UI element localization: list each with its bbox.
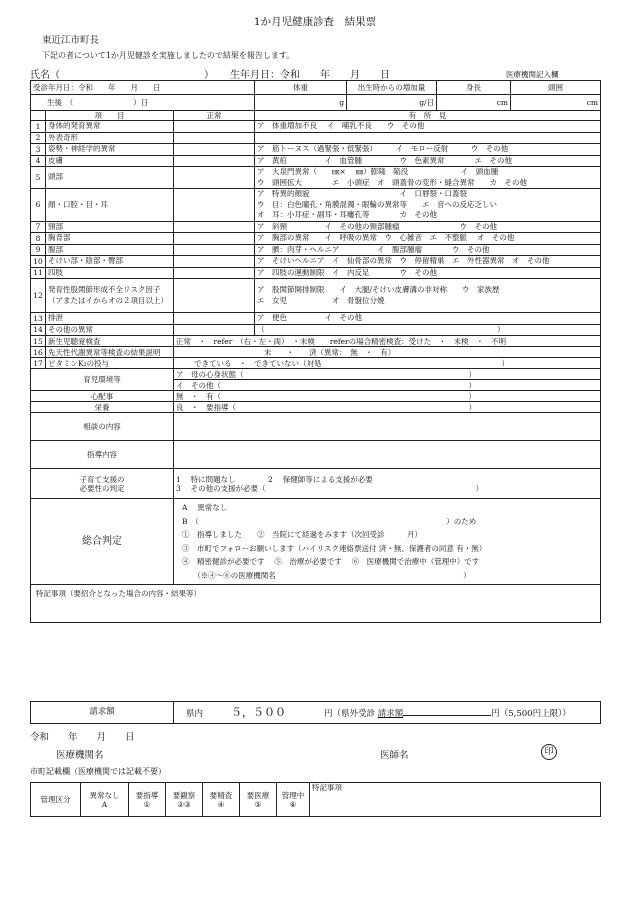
- metabolic-test-label: 先天性代謝異常等検査の結果説明: [46, 347, 174, 358]
- nutrition-options[interactable]: 良 ・ 要指導（ ）: [174, 402, 601, 413]
- item-name: 外表奇形: [46, 132, 174, 144]
- management-col: 要指導 ①: [129, 783, 166, 817]
- management-col: 異常なし A: [81, 783, 129, 817]
- item-name: 発育性股関節形成不全リスク因子（アまたはイからオの２項目以上）: [46, 279, 174, 313]
- row-number: 15: [31, 336, 46, 347]
- item-findings[interactable]: [255, 279, 601, 313]
- worry-options[interactable]: 無 ・ 有（ ）: [174, 391, 601, 402]
- finding-line: ア 便色 イ その他: [257, 313, 363, 322]
- item-findings[interactable]: [255, 324, 601, 336]
- intro-text: 下記の者について1か月児健診を実施しましたので結果を報告します。: [42, 51, 295, 60]
- item-normal-check[interactable]: [174, 221, 255, 233]
- guidance-field[interactable]: [174, 441, 601, 469]
- item-name: 顔・口腔・目・耳: [46, 189, 174, 222]
- height-header: 身長: [437, 81, 511, 95]
- metabolic-test-options[interactable]: 未 ・ 済（異常： 無 ・ 有）: [174, 347, 601, 358]
- finding-line: オ 耳：小耳症・副耳・耳瘻孔等 カ その他: [257, 210, 438, 219]
- finding-line: ウ 頭囲拡大 エ 小頭症 オ 頭蓋骨の変形・縫合異常 カ その他: [257, 177, 528, 187]
- finding-line: （ ）: [257, 324, 505, 334]
- finding-line: ア 黄疸 イ 血管腫 ウ 色素異常 エ その他: [257, 155, 513, 165]
- item-normal-check[interactable]: [174, 324, 255, 336]
- row-number: 17: [31, 358, 46, 369]
- item-normal-check[interactable]: [174, 244, 255, 256]
- notes-field[interactable]: 特記事項（要紹介となった場合の内容・結果等）: [31, 585, 601, 623]
- height-field[interactable]: cm: [437, 95, 511, 111]
- item-name: 排泄: [46, 313, 174, 325]
- bottom-date: 令和 年 月 日: [30, 732, 135, 743]
- item-normal-check[interactable]: [174, 279, 255, 313]
- support-options[interactable]: 1 特に問題なし 2 保健師等による支援が必要 3 その他の支援が必要（ ）: [174, 469, 601, 499]
- vitamin-k-label: ビタミンK₂の投与: [46, 358, 174, 369]
- item-name: そけい部・陰部・臀部: [46, 256, 174, 268]
- hearing-test-options[interactable]: 正常 ・ refer （右・左・両） ・未検 referの場合精密検査：受けた ・ 未検 ・ 不明: [174, 336, 601, 347]
- normal-header: 正常: [174, 111, 255, 121]
- item-name: 皮膚: [46, 155, 174, 167]
- billing-label: 請求額: [31, 702, 174, 724]
- row-number: 2: [31, 132, 46, 144]
- item-normal-check[interactable]: [174, 233, 255, 245]
- exam-date-label: 受診年月日：令和 年 月 日: [31, 81, 255, 95]
- item-findings[interactable]: [255, 189, 601, 222]
- item-normal-check[interactable]: [174, 144, 255, 156]
- item-findings[interactable]: [255, 256, 601, 268]
- recipient: 東近江市町長: [42, 35, 100, 46]
- finding-line: ア 斜頸 イ その他の頸部腫瘤 ウ その他: [257, 221, 498, 231]
- gain-header: 出生時からの増加量: [347, 81, 437, 95]
- item-normal-check[interactable]: [174, 132, 255, 144]
- item-name: 胸背部: [46, 233, 174, 245]
- consult-field[interactable]: [174, 413, 601, 441]
- finding-line: ア 筋トーヌス（過緊張・低緊張） イ モロー反射 ウ その他: [257, 144, 509, 153]
- row-number: 12: [31, 279, 46, 313]
- item-findings[interactable]: [255, 121, 601, 133]
- exam-table: [30, 80, 601, 623]
- gain-field[interactable]: g/日: [347, 95, 437, 111]
- item-findings[interactable]: [255, 167, 601, 189]
- clinic-name-label: 医療機関名: [56, 750, 104, 761]
- judgement-line: ③ 市町でフォローお願いします（ハイリスク連絡票送付 済・無、保護者の同意 有・無）: [182, 543, 487, 553]
- name-close: ）: [204, 70, 214, 81]
- item-normal-check[interactable]: [174, 313, 255, 325]
- environment-label: 育児環境等: [31, 369, 174, 391]
- seal-mark: 印: [541, 744, 557, 760]
- doctor-name-label: 医師名: [380, 750, 409, 761]
- row-number: 5: [31, 167, 46, 189]
- billing-table: [30, 701, 601, 724]
- judgement-line: ④ 精密健診が必要です ⑤ 治療が必要です ⑥ 医療機関で治療中（管理中）です: [182, 557, 480, 566]
- management-col: 要医療 ⑤: [240, 783, 277, 817]
- row-number: 11: [31, 267, 46, 279]
- finding-line: ア 胸部の異常 イ 呼吸の異常 ウ 心雑音 エ 不整脈 オ その他: [257, 233, 515, 242]
- item-header: 項 目: [46, 111, 174, 121]
- row-number: 8: [31, 233, 46, 245]
- finding-line: ア 股関節開排制限 イ 大腿/そけい皮膚溝の非対称 ウ 家族歴: [257, 285, 500, 294]
- management-table: [30, 782, 601, 817]
- finding-line: ア そけいヘルニア イ 仙骨部の異常 ウ 停留精巣 エ 外性器異常 オ その他: [257, 256, 550, 265]
- page-title: 1か月児健康診査 結果票: [253, 16, 377, 28]
- finding-line: ア 大泉門異常（ ㎜× ㎜）膨隆 陥没 イ 頭血腫: [257, 167, 499, 176]
- management-notes[interactable]: 特記事項: [310, 783, 601, 817]
- row-number: 9: [31, 244, 46, 256]
- age-days-label: 生後 （ ）日: [31, 95, 174, 111]
- worry-label: 心配事: [31, 391, 174, 402]
- item-findings[interactable]: [255, 313, 601, 325]
- item-findings[interactable]: [255, 233, 601, 245]
- item-normal-check[interactable]: [174, 189, 255, 222]
- finding-line: ウ 目：白色瞳孔・角膜混濁・眼輪の異常等 エ 音への反応乏しい: [257, 199, 498, 209]
- weight-header: 体重: [255, 81, 347, 95]
- item-normal-check[interactable]: [174, 121, 255, 133]
- row-number: 13: [31, 313, 46, 325]
- management-col: 要精査 ④: [203, 783, 240, 817]
- dob-label: 生年月日：令和 年 月 日: [230, 70, 390, 81]
- item-normal-check[interactable]: [174, 167, 255, 189]
- hearing-test-label: 新生児聴覚検査: [46, 336, 174, 347]
- judgement-line: ① 指導しました ② 当院にて経過をみます（次回受診 月）: [182, 530, 422, 539]
- item-name: 頸部: [46, 221, 174, 233]
- item-findings[interactable]: [255, 267, 601, 279]
- guidance-label: 指導内容: [31, 441, 174, 469]
- item-name: 身体的発育異常: [46, 121, 174, 133]
- row-number: 7: [31, 221, 46, 233]
- judgement-line: A 異常なし: [182, 503, 228, 512]
- finding-line: ア 臍：肉芽・ヘルニア イ 腹部腫瘤 ウ その他: [257, 244, 490, 254]
- findings-header: 有 所 見: [255, 111, 601, 121]
- head-field[interactable]: cm: [511, 95, 601, 111]
- row-number: 1: [31, 121, 46, 133]
- weight-field[interactable]: g: [255, 95, 347, 111]
- management-col: 管理中 ⑥: [277, 783, 310, 817]
- finding-line: エ 女児 オ 骨盤位分娩: [257, 295, 385, 305]
- finding-line: ア 四肢の運動制限 イ 内反足 ウ その他: [257, 267, 438, 277]
- item-findings[interactable]: [255, 155, 601, 167]
- management-label: 管理区分: [31, 783, 81, 817]
- row-number: 4: [31, 155, 46, 167]
- billing-amounts: 県内 ５，５００ 円（県外受診 請求額 円（5,500円上限））: [174, 702, 601, 724]
- judgement-label: 総合判定: [31, 499, 174, 585]
- judgement-line: B （ ）のため: [182, 516, 477, 526]
- judgement-line: （※④～⑥の医療機関名 ）: [182, 570, 471, 580]
- vitamin-k-options[interactable]: できている ・ できていない（対処 ）: [174, 358, 601, 369]
- nutrition-label: 栄養: [31, 402, 174, 413]
- item-name: 腹部: [46, 244, 174, 256]
- environment-mother[interactable]: ア 母の心身状態（ ）: [174, 369, 601, 380]
- item-name: 頭部: [46, 167, 174, 189]
- row-number: 16: [31, 347, 46, 358]
- item-name: 四肢: [46, 267, 174, 279]
- item-normal-check[interactable]: [174, 155, 255, 167]
- row-number: 10: [31, 256, 46, 268]
- clinic-column-label: 医療機関記入欄: [506, 70, 559, 79]
- consult-label: 相談の内容: [31, 413, 174, 441]
- environment-other[interactable]: イ その他（ ）: [174, 380, 601, 391]
- item-findings[interactable]: [255, 244, 601, 256]
- name-label: 氏名（: [30, 70, 60, 81]
- item-name: 姿勢・神経学的異常: [46, 144, 174, 156]
- row-number: 6: [31, 189, 46, 222]
- item-name: その他の異常: [46, 324, 174, 336]
- support-label: 子育て支援の 必要性の判定: [31, 469, 174, 499]
- city-section-label: 市町記載欄（医療機関では記載不要）: [30, 767, 166, 776]
- finding-line: ア 体重増加不良 イ 哺乳不良 ウ その他: [257, 121, 425, 130]
- head-header: 頭囲: [511, 81, 601, 95]
- item-findings[interactable]: [255, 132, 601, 144]
- item-normal-check[interactable]: [174, 256, 255, 268]
- row-number: 3: [31, 144, 46, 156]
- row-number: 14: [31, 324, 46, 336]
- management-col: 要観察 ②③: [166, 783, 203, 817]
- item-findings[interactable]: [255, 221, 601, 233]
- item-normal-check[interactable]: [174, 267, 255, 279]
- finding-line: ア 特異的顔貌 イ 口唇裂・口蓋裂: [257, 189, 468, 198]
- judgement-options[interactable]: [174, 499, 601, 585]
- item-findings[interactable]: [255, 144, 601, 156]
